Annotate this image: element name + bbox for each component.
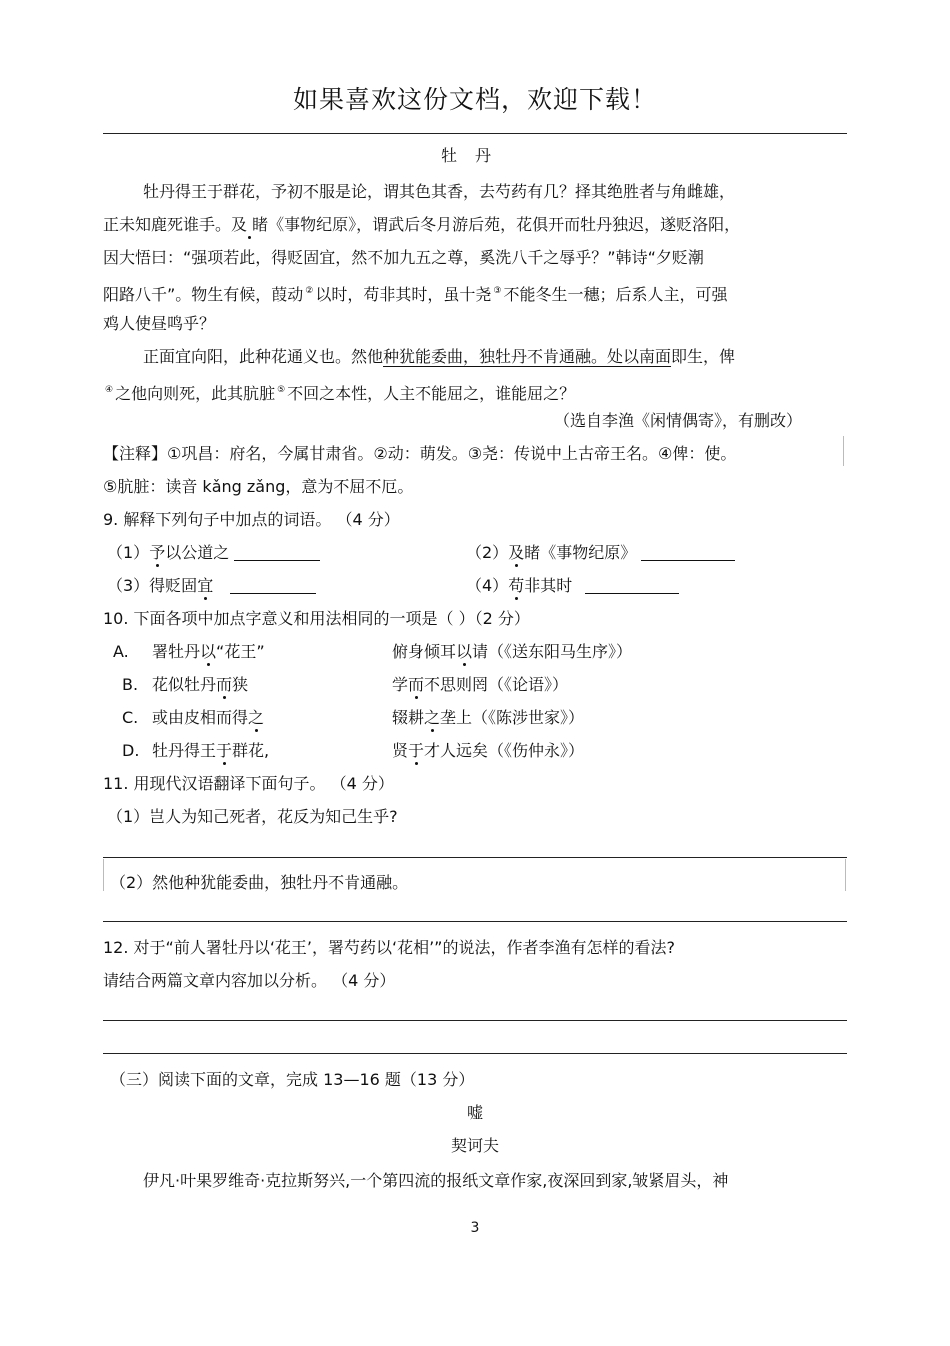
q9-item-4: （4）苟非其时 bbox=[466, 576, 679, 596]
notes-line-2: ⑤肮脏：读音 kǎng zǎng，意为不屈不厄。 bbox=[103, 477, 414, 496]
q10-option-c-label: C. bbox=[122, 708, 139, 727]
passage-line-5: 鸡人使昼鸣乎？ bbox=[103, 314, 216, 333]
download-banner: 如果喜欢这份文档，欢迎下载！ bbox=[292, 85, 657, 114]
q11-answer-line-1[interactable] bbox=[103, 857, 847, 858]
q9-answer-4[interactable] bbox=[585, 577, 679, 594]
q10-option-c-left: 或由皮相而得之 bbox=[152, 708, 265, 727]
story-first-line: 伊凡·叶果罗维奇·克拉斯努兴,一个第四流的报纸文章作家,夜深回到家,皱紧眉头，神 bbox=[143, 1171, 729, 1190]
q10-option-b-left: 花似牡丹而狭 bbox=[152, 675, 249, 694]
q10-option-a-label: A. bbox=[113, 642, 129, 661]
margin-mark bbox=[103, 859, 104, 891]
q10-option-b-label: B. bbox=[122, 675, 139, 694]
q12-answer-line-1[interactable] bbox=[103, 1020, 847, 1021]
underlined-sentence: 种犹能委曲，独牡丹不肯通融。处以南面 bbox=[383, 347, 672, 366]
q12-answer-line-2[interactable] bbox=[103, 1053, 847, 1054]
q9-answer-1[interactable] bbox=[234, 544, 320, 561]
notes-line-1: 【注释】①巩昌：府名，今属甘肃省。②动：萌发。③尧：传说中上古帝王名。④俾：使。 bbox=[103, 444, 737, 463]
section3-heading: （三）阅读下面的文章，完成 13—16 题（13 分） bbox=[110, 1070, 475, 1089]
margin-mark bbox=[845, 859, 846, 891]
q9-answer-2[interactable] bbox=[641, 544, 735, 561]
q9-item-1: （1）予以公道之 bbox=[107, 543, 320, 563]
story-title: 嘘 bbox=[466, 1103, 483, 1122]
passage-line-7: ④ 之他向则死，此其肮脏 ⑤ 不回之本性，人主不能屈之，谁能屈之？ bbox=[105, 384, 576, 403]
q11-answer-line-2[interactable] bbox=[103, 921, 847, 922]
q9-stem: 9. 解释下列句子中加点的词语。 （4 分） bbox=[103, 510, 400, 529]
poem-title: 牡丹 bbox=[440, 146, 509, 165]
page-number: 3 bbox=[470, 1220, 480, 1236]
q12-line-1: 12. 对于“前人署牡丹以‘花王’，署芍药以‘花相’”的说法，作者李渔有怎样的看法? bbox=[103, 938, 675, 957]
q10-option-a-right: 俯身倾耳以请（《送东阳马生序》） bbox=[392, 642, 633, 661]
q10-option-c-right: 辍耕之垄上（《陈涉世家》） bbox=[392, 708, 585, 727]
passage-line-6: 正面宜向阳，此种花通义也。然他种犹能委曲，独牡丹不肯通融。处以南面即生，俾 bbox=[143, 347, 736, 366]
passage-line-2: 正未知鹿死谁手。及 睹《事物纪原》，谓武后冬月游后苑，花俱开而牡丹独迟，遂贬洛阳， bbox=[103, 215, 741, 234]
q10-stem: 10. 下面各项中加点字意义和用法相同的一项是（ ）（2 分） bbox=[103, 609, 530, 628]
q10-option-d-label: D. bbox=[122, 741, 140, 760]
q10-option-d-right: 贤于才人远矣（《伤仲永》） bbox=[392, 741, 585, 760]
story-author: 契诃夫 bbox=[450, 1136, 499, 1155]
q10-option-b-right: 学而不思则罔（《论语》） bbox=[392, 675, 569, 694]
q9-item-3: （3）得贬固宜 bbox=[107, 576, 316, 596]
q9-item-2: （2）及睹《事物纪原》 bbox=[466, 543, 735, 563]
q12-line-2: 请结合两篇文章内容加以分析。 （4 分） bbox=[103, 971, 396, 990]
q11-stem: 11. 用现代汉语翻译下面句子。 （4 分） bbox=[103, 774, 394, 793]
passage-source: （选自李渔《闲情偶寄》，有删改） bbox=[554, 411, 803, 430]
passage-line-3: 因大悟曰：“强项若此，得贬固宜，然不加九五之尊，奚洗八千之辱乎？”韩诗“夕贬潮 bbox=[103, 248, 704, 267]
q10-option-a-left: 署牡丹以“花王” bbox=[152, 642, 265, 661]
q9-answer-3[interactable] bbox=[230, 577, 316, 594]
margin-mark bbox=[843, 436, 844, 466]
q10-option-d-left: 牡丹得王于群花, bbox=[152, 741, 270, 760]
q11-item-1: （1）岂人为知己死者，花反为知己生乎? bbox=[107, 807, 398, 826]
passage-line-4: 阳路八千”。物生有候，葭动 ② 以时，苟非其时，虽十尧 ③ 不能冬生一穗；后系人主，可强 bbox=[103, 285, 728, 304]
passage-line-1: 牡丹得王于群花，予初不服是论，谓其色其香，去芍药有几？择其绝胜者与角雌雄， bbox=[143, 182, 736, 201]
banner-divider bbox=[103, 133, 847, 134]
q11-item-2: （2）然他种犹能委曲，独牡丹不肯通融。 bbox=[110, 873, 409, 892]
